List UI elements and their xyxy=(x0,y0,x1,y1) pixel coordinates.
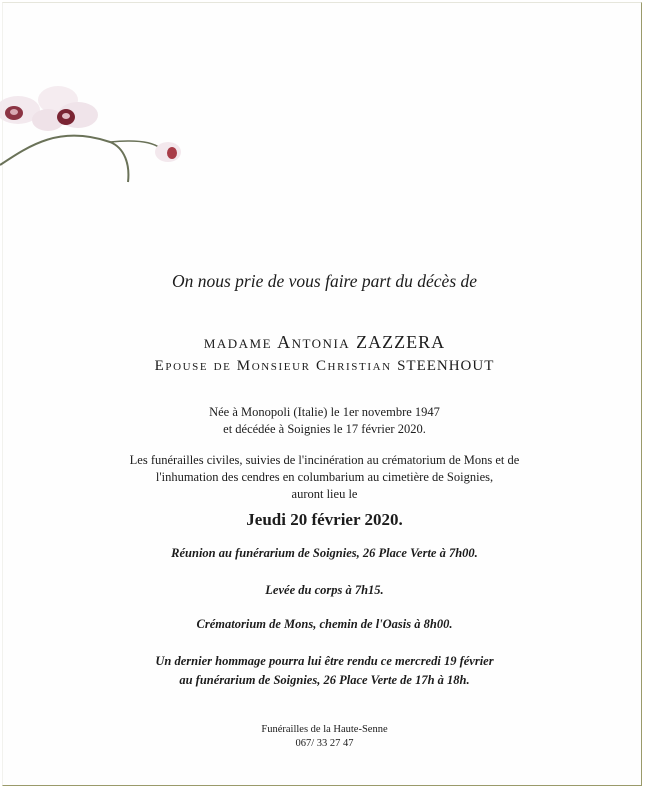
orchid-flower-2 xyxy=(32,86,98,131)
hommage-line-1: Un dernier hommage pourra lui être rendu ce mercredi 19 février xyxy=(155,654,494,668)
birth-death-info xyxy=(0,404,649,438)
levee-line: Levée du corps à 7h15. xyxy=(265,583,384,597)
spouse-prefix: Epouse de Monsieur xyxy=(154,358,311,374)
hommage-info xyxy=(0,652,649,690)
ceremony-date: Jeudi 20 février 2020. xyxy=(246,510,403,529)
spouse-first-name: Christian xyxy=(315,358,392,374)
deceased-last-name: ZAZZERA xyxy=(356,332,446,352)
deceased-first-name: Antonia xyxy=(277,332,351,352)
footer xyxy=(0,723,649,751)
birth-line: Née à Monopoli (Italie) le 1er novembre 1947 xyxy=(209,405,440,419)
ceremony-line-1: Les funérailles civiles, suivies de l'incinération au crématorium de Mons et de xyxy=(129,453,520,467)
crematorium-line: Crématorium de Mons, chemin de l'Oasis à 8h00. xyxy=(196,617,453,631)
ceremony-line-2: l'inhumation des cendres en columbarium au cimetière de Soignies, xyxy=(155,470,494,484)
funeral-phone: 067/ 33 27 47 xyxy=(295,738,354,749)
funeral-company: Funérailles de la Haute-Senne xyxy=(261,724,388,735)
intro-text: On nous prie de vous faire part du décès de xyxy=(171,271,478,291)
orchid-bud xyxy=(155,142,181,162)
deceased-name xyxy=(0,332,649,353)
orchid-decoration xyxy=(0,70,200,190)
spouse-line xyxy=(0,358,649,375)
hommage-line-2: au funérarium de Soignies, 26 Place Verte de 17h à 18h. xyxy=(179,673,470,687)
ceremony-line-3: auront lieu le xyxy=(291,487,358,501)
ceremony-info xyxy=(0,452,649,503)
death-line: et décédée à Soignies le 17 février 2020. xyxy=(223,422,426,436)
deceased-title: madame xyxy=(203,332,273,352)
spouse-last-name: STEENHOUT xyxy=(397,358,495,374)
reunion-line: Réunion au funérarium de Soignies, 26 Place Verte à 7h00. xyxy=(171,546,478,560)
